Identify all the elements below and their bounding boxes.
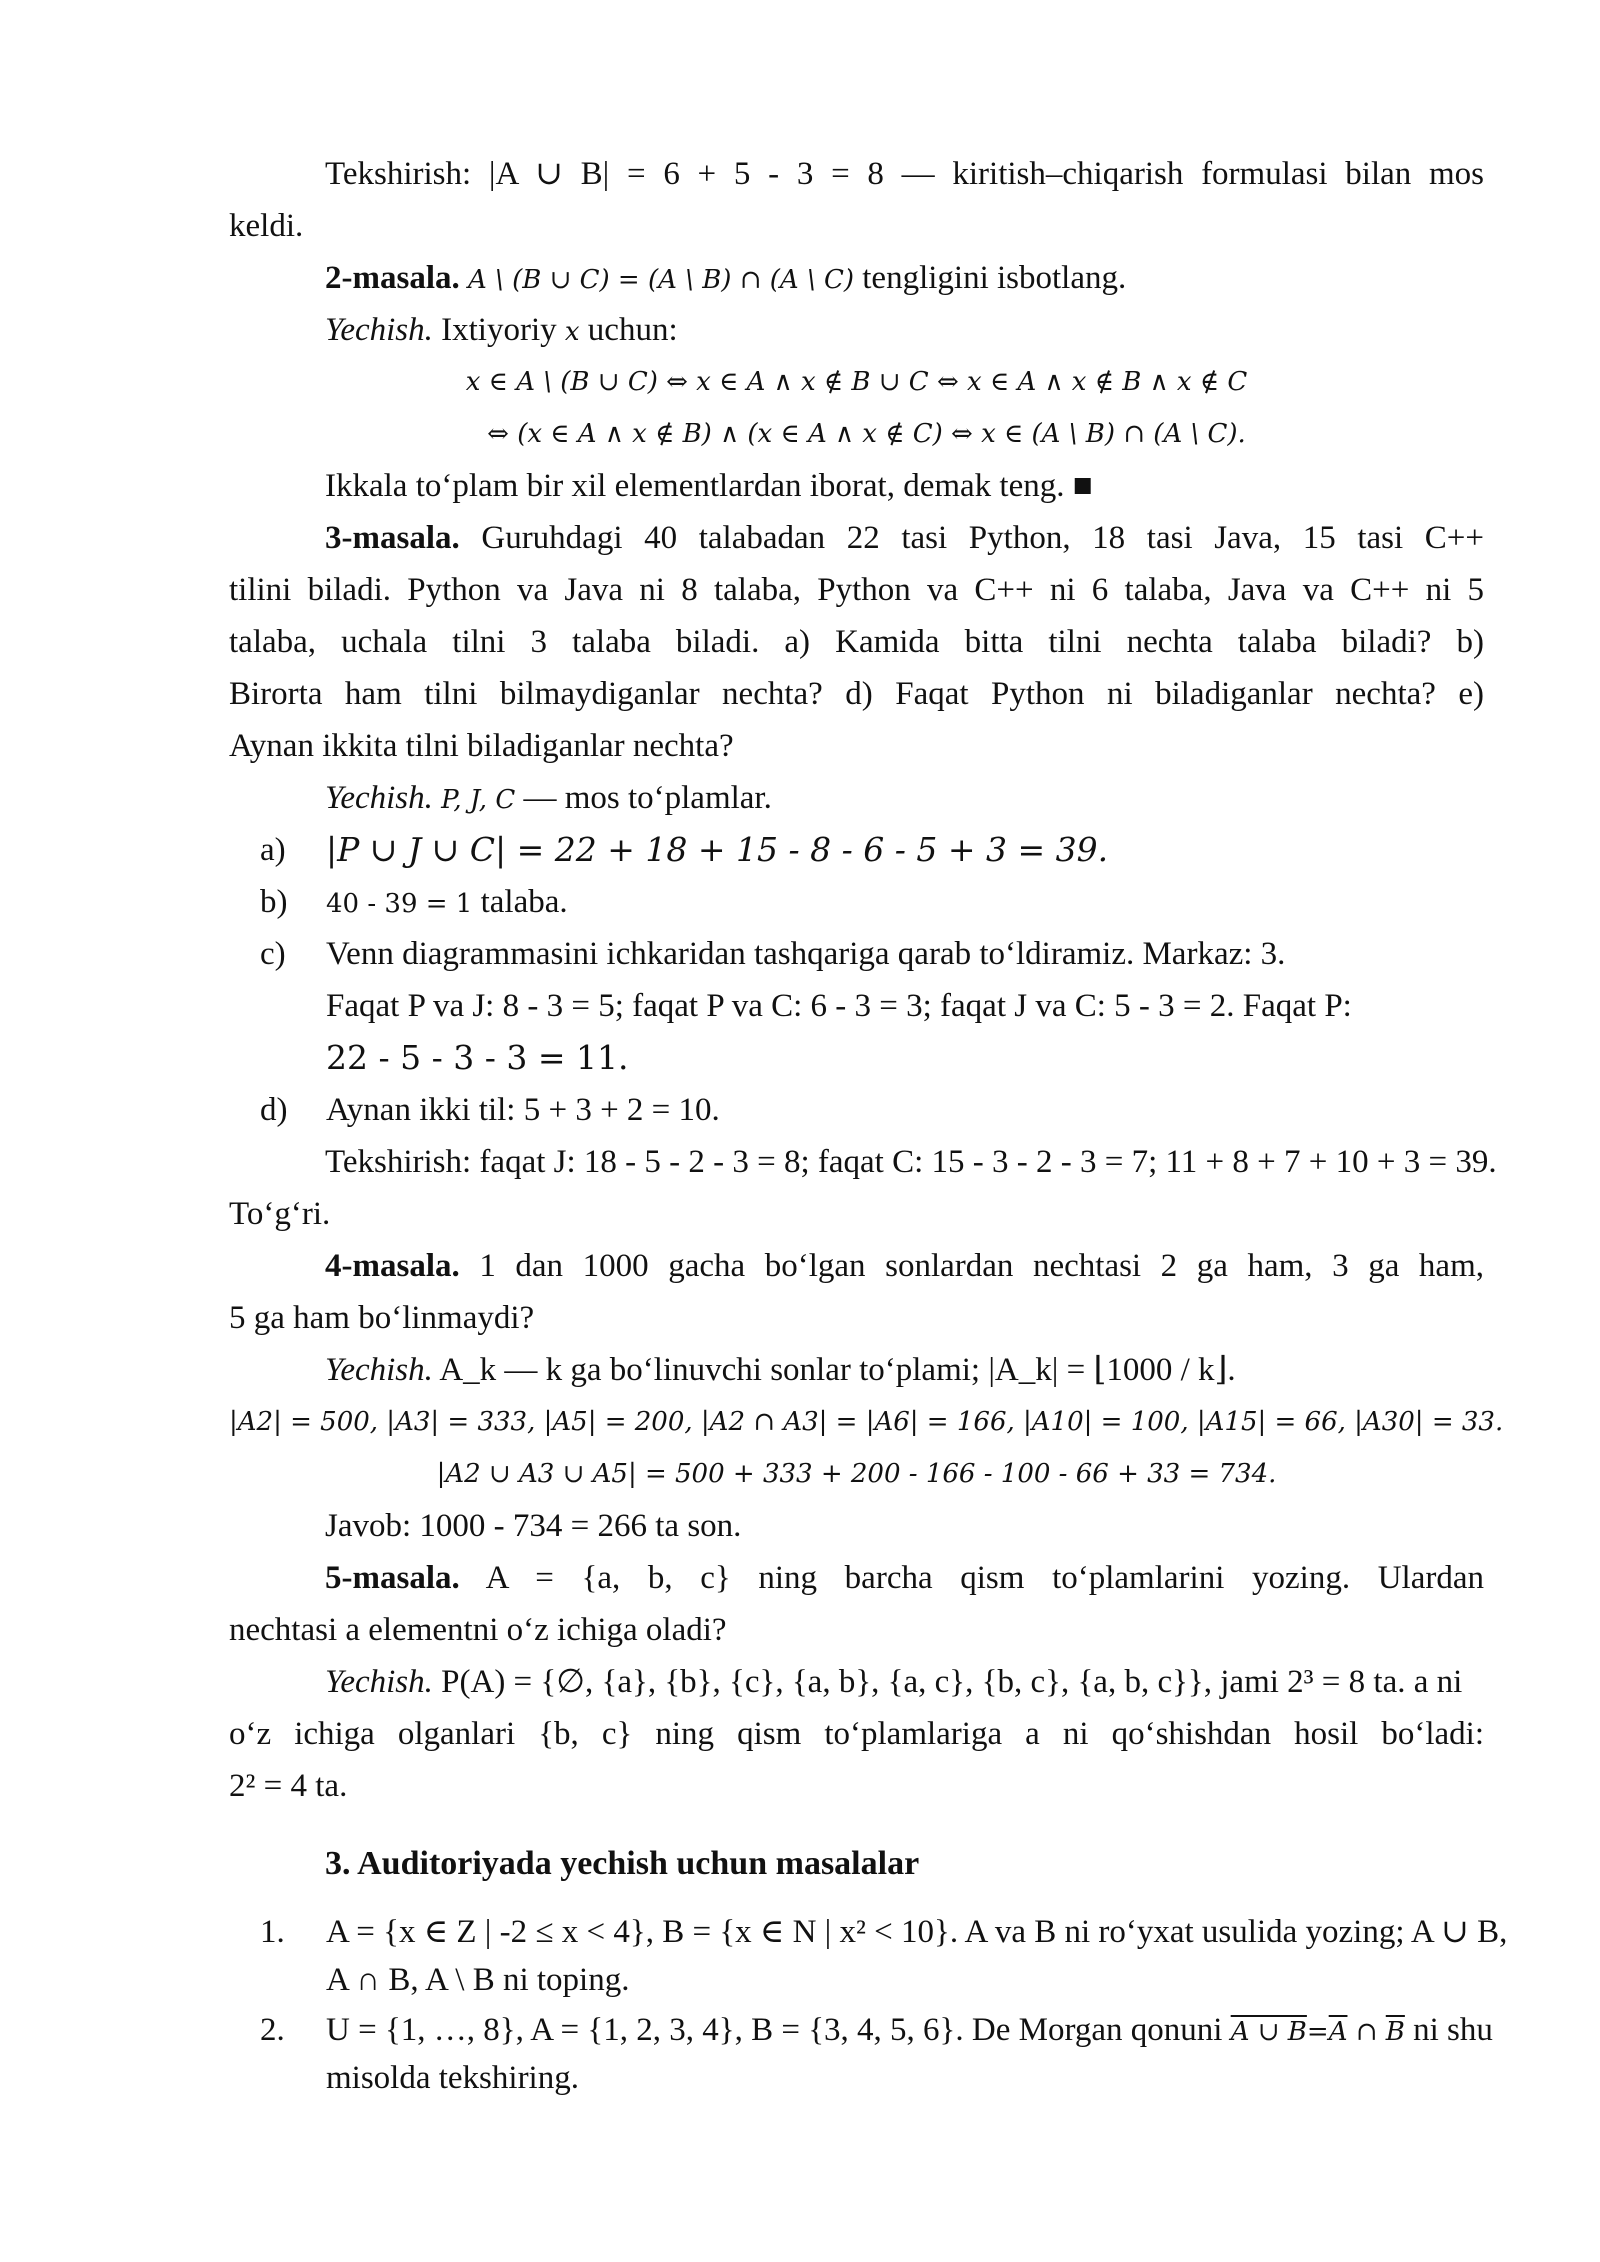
solution-line — [229, 772, 1484, 826]
text-line: Tekshirish: |A ∪ B| = 6 + 5 - 3 = 8 — kiritish–chiqarish formulasi bilan mos — [325, 156, 1484, 192]
text-line: keldi. — [229, 208, 304, 244]
solution-label: Yechish. — [325, 780, 433, 816]
formula: A \ (B ∪ C) = (A \ B) ∩ (A \ C) — [468, 265, 855, 295]
problem-4-statement — [229, 1240, 1484, 1292]
text: P(A) = {∅, {a}, {b}, {c}, {a, b}, {a, c}, {b, c}, {a, b, c}}, jami 2³ = 8 ta. a ni — [441, 1664, 1463, 1700]
solution-label: Yechish. — [325, 1664, 433, 1700]
list-label: 2. — [260, 2012, 285, 2048]
list-item — [326, 2004, 1493, 2058]
list-label: c) — [260, 936, 286, 972]
problem-label: 4-masala. — [325, 1248, 460, 1284]
solution-label: Yechish. — [325, 1352, 433, 1388]
formula-line: |A2 ∪ A3 ∪ A5| = 500 + 333 + 200 - 166 - 100 - 66 + 33 = 734. — [436, 1459, 1277, 1489]
list-item-continued: Faqat P va J: 8 - 3 = 5; faqat P va C: 6 - 3 = 3; faqat J va C: 5 - 3 = 2. Faqat P: — [326, 988, 1352, 1024]
formula-line: |A2| = 500, |A3| = 333, |A5| = 200, |A2 ∩ A3| = |A6| = 166, |A10| = 100, |A15| = 66, |A30| = 33. — [229, 1407, 1504, 1437]
text-line: nechtasi a elementni o‘z ichiga oladi? — [229, 1612, 727, 1648]
list-label: a) — [260, 832, 286, 868]
list-label: b) — [260, 884, 288, 920]
list-item — [326, 876, 1484, 930]
text: ni shu — [1413, 2012, 1493, 2048]
list-item: |P ∪ J ∪ C| = 22 + 18 + 15 - 8 - 6 - 5 + 3 = 39. — [326, 830, 1109, 869]
list-item-continued: A ∩ B, A \ B ni toping. — [326, 1962, 630, 1998]
list-label: 1. — [260, 1914, 285, 1950]
problem-label: 5-masala. — [325, 1560, 460, 1596]
problem-5-statement — [229, 1552, 1484, 1604]
list-item: A = {x ∈ Z | -2 ≤ x < 4}, B = {x ∈ N | x² < 10}. A va B ni ro‘yxat usulida yozing; A ∪ B, — [326, 1914, 1508, 1950]
text: Ixtiyoriy — [441, 312, 557, 348]
list-item-continued: 22 - 5 - 3 - 3 = 11. — [326, 1038, 629, 1077]
text-line: o‘z ichiga olganlari {b, c} ning qism to‘plamlariga a ni qo‘shishdan hosil bo‘ladi: — [229, 1716, 1484, 1752]
formula-overlined: A ∪ B — [1230, 2017, 1307, 2047]
text-line: To‘g‘ri. — [229, 1196, 331, 1232]
formula: P, J, C — [441, 785, 516, 815]
text: A_k — k ga bo‘linuvchi sonlar to‘plami; |A_k| = ⌊1000 / k⌋. — [439, 1352, 1236, 1388]
formula-line: ⇔ (x ∈ A ∧ x ∉ B) ∧ (x ∈ A ∧ x ∉ C) ⇔ x ∈ (A \ B) ∩ (A \ C). — [487, 419, 1246, 449]
text-line: 5 ga ham bo‘linmaydi? — [229, 1300, 535, 1336]
text-line: 2² = 4 ta. — [229, 1768, 348, 1804]
problem-label: 2-masala. — [325, 260, 460, 296]
formula: 40 - 39 = 1 — [326, 889, 473, 919]
text-line: Tekshirish: faqat J: 18 - 5 - 2 - 3 = 8; faqat C: 15 - 3 - 2 - 3 = 7; 11 + 8 + 7 + 10 + 3 = 39. — [325, 1144, 1497, 1180]
text-line: Javob: 1000 - 734 = 266 ta son. — [325, 1508, 742, 1544]
text: uchun: — [587, 312, 678, 348]
solution-label: Yechish. — [325, 312, 433, 348]
text: 1 dan 1000 gacha bo‘lgan sonlardan nechtasi 2 ga ham, 3 ga ham, — [479, 1248, 1484, 1284]
text-line: Aynan ikkita tilni biladiganlar nechta? — [229, 728, 734, 764]
solution-line — [229, 304, 1484, 358]
text: A = {a, b, c} ning barcha qism to‘plamlarini yozing. Ulardan — [485, 1560, 1484, 1596]
problem-2-statement — [229, 252, 1484, 306]
solution-line — [229, 1656, 1484, 1708]
text: Guruhdagi 40 talabadan 22 tasi Python, 18 tasi Java, 15 tasi C++ — [481, 520, 1484, 556]
text-line: tilini biladi. Python va Java ni 8 talaba, Python va C++ ni 6 talaba, Java va C++ ni 5 — [229, 572, 1484, 608]
problem-3-statement — [229, 512, 1484, 564]
text: tengligini isbotlang. — [862, 260, 1127, 296]
solution-line — [229, 1344, 1484, 1396]
text: — mos to‘plamlar. — [523, 780, 772, 816]
formula: x — [564, 317, 580, 347]
problem-label: 3-masala. — [325, 520, 460, 556]
list-item: Aynan ikki til: 5 + 3 + 2 = 10. — [326, 1092, 720, 1128]
formula: ∩ — [1355, 2017, 1378, 2047]
list-item: Venn diagrammasini ichkaridan tashqariga qarab to‘ldiramiz. Markaz: 3. — [326, 936, 1286, 972]
list-item-continued: misolda tekshiring. — [326, 2060, 579, 2096]
text: talaba. — [480, 884, 568, 920]
formula-overlined: $\overline{A}$ — [1328, 2017, 1348, 2047]
formula-overlined: $\overline{B}$ — [1385, 2017, 1405, 2047]
section-heading: 3. Auditoriyada yechish uchun masalalar — [325, 1845, 920, 1882]
text-line: Birorta ham tilni bilmaydiganlar nechta? d) Faqat Python ni biladiganlar nechta? e) — [229, 676, 1484, 712]
text-line: talaba, uchala tilni 3 talaba biladi. a) Kamida bitta tilni nechta talaba biladi? b) — [229, 624, 1484, 660]
formula: = — [1306, 2017, 1329, 2047]
text-line: Ikkala to‘plam bir xil elementlardan iborat, demak teng. ■ — [325, 468, 1093, 504]
text: U = {1, …, 8}, A = {1, 2, 3, 4}, B = {3, 4, 5, 6}. De Morgan qonuni — [326, 2012, 1223, 2048]
formula-line: x ∈ A \ (B ∪ C) ⇔ x ∈ A ∧ x ∉ B ∪ C ⇔ x ∈ A ∧ x ∉ B ∧ x ∉ C — [465, 367, 1248, 397]
list-label: d) — [260, 1092, 288, 1128]
